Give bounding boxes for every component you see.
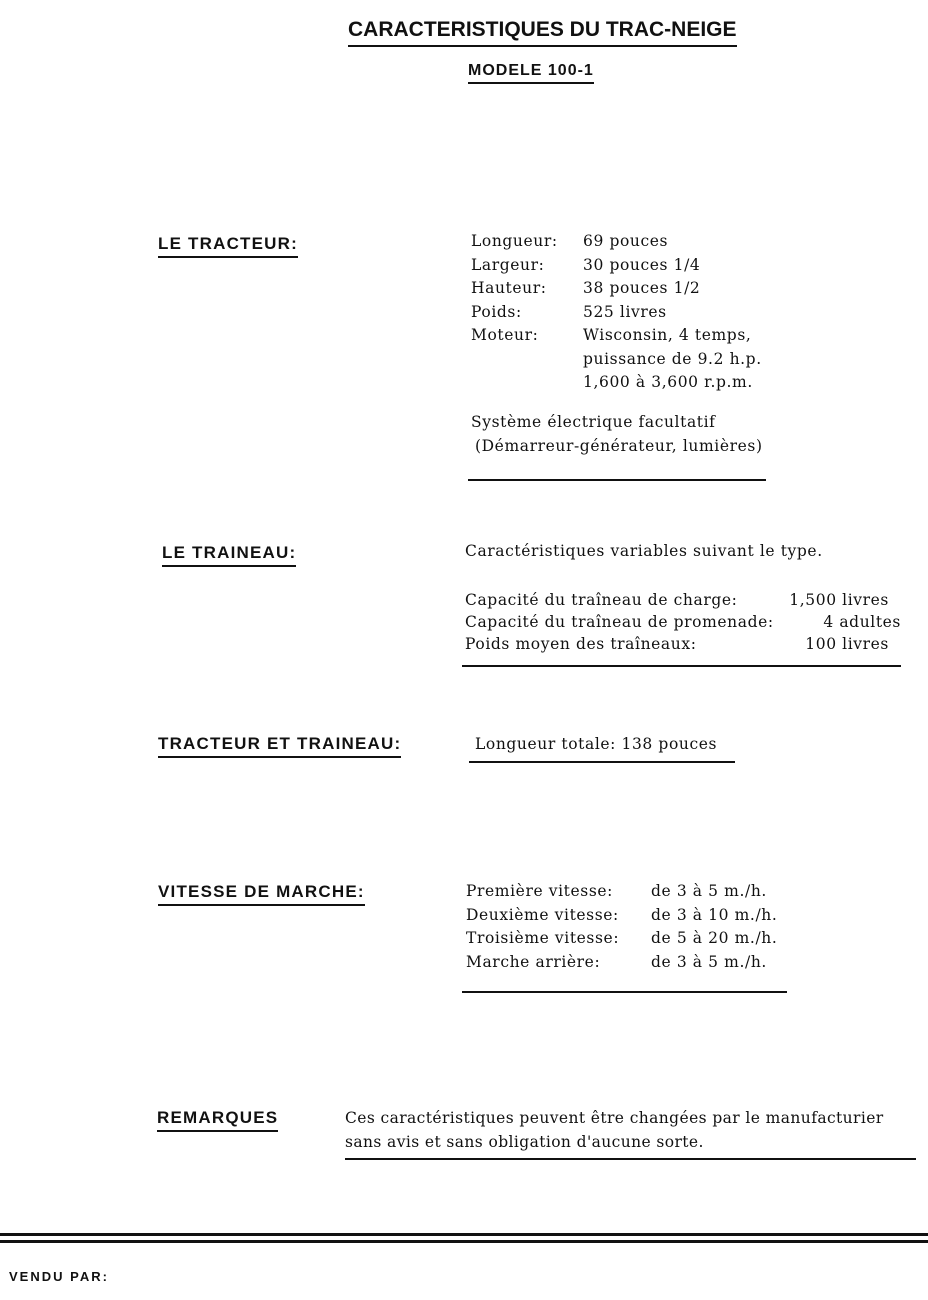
spec-value: 38 pouces 1/2 bbox=[583, 279, 701, 297]
spec-value: de 3 à 10 m./h. bbox=[651, 905, 778, 924]
footer-double-rule-top bbox=[0, 1233, 928, 1236]
document-title: CARACTERISTIQUES DU TRAC-NEIGE bbox=[348, 18, 737, 47]
spec-value: 1,500 livres bbox=[789, 591, 889, 609]
spec-value: de 5 à 20 m./h. bbox=[651, 929, 778, 947]
spec-row bbox=[466, 904, 777, 928]
spec-row bbox=[471, 230, 762, 254]
ensemble-total-length: Longueur totale: 138 pouces bbox=[475, 735, 718, 753]
spec-row bbox=[471, 324, 762, 348]
spec-label: Largeur: bbox=[471, 255, 545, 274]
spec-row bbox=[471, 254, 762, 278]
spec-label: Première vitesse: bbox=[466, 882, 613, 900]
spec-label: Marche arrière: bbox=[466, 952, 601, 971]
spec-label: Deuxième vitesse: bbox=[466, 905, 619, 924]
spec-row bbox=[466, 927, 777, 951]
traineau-intro: Caractéristiques variables suivant le type. bbox=[465, 542, 823, 560]
section-heading-tracteur: LE TRACTEUR: bbox=[158, 234, 298, 258]
spec-label: Troisième vitesse: bbox=[466, 929, 620, 947]
spec-row bbox=[466, 951, 777, 975]
spec-row bbox=[466, 880, 777, 904]
spec-value: puissance de 9.2 h.p. bbox=[583, 349, 762, 368]
spec-value: 4 adultes bbox=[823, 613, 901, 631]
section-heading-vitesse: VITESSE DE MARCHE: bbox=[158, 882, 365, 906]
spec-row bbox=[471, 348, 762, 372]
spec-value: de 3 à 5 m./h. bbox=[651, 952, 767, 971]
spec-label: Moteur: bbox=[471, 326, 539, 344]
spec-label: Longueur: bbox=[471, 232, 558, 250]
remarques-text: Ces caractéristiques peuvent être changées par le manufacturier sans avis et sans obligation d'aucune sorte. bbox=[345, 1109, 884, 1151]
spec-label: Capacité du traîneau de charge: bbox=[465, 591, 738, 609]
spec-row bbox=[471, 301, 762, 325]
spec-row bbox=[471, 277, 762, 301]
spec-value: 1,600 à 3,600 r.p.m. bbox=[583, 373, 753, 391]
traineau-specs bbox=[465, 589, 901, 655]
spec-label: Poids: bbox=[471, 302, 522, 321]
section-heading-remarques: REMARQUES bbox=[157, 1108, 278, 1132]
model-subtitle: MODELE 100-1 bbox=[468, 62, 594, 84]
spec-row bbox=[465, 589, 901, 611]
tracteur-electrical-note: Système électrique facultatif (Démarreur-générateur, lumières) bbox=[471, 413, 763, 455]
spec-value: Wisconsin, 4 temps, bbox=[583, 326, 752, 344]
spec-value: 525 livres bbox=[583, 302, 667, 321]
divider bbox=[345, 1158, 916, 1160]
divider bbox=[468, 479, 766, 481]
spec-row bbox=[465, 633, 901, 655]
divider bbox=[462, 665, 901, 667]
spec-label: Capacité du traîneau de promenade: bbox=[465, 613, 774, 631]
divider bbox=[462, 991, 787, 993]
section-heading-ensemble: TRACTEUR ET TRAINEAU: bbox=[158, 734, 401, 758]
section-heading-traineau: LE TRAINEAU: bbox=[162, 543, 296, 567]
vendu-par-label: VENDU PAR: bbox=[9, 1269, 109, 1284]
spec-value: de 3 à 5 m./h. bbox=[651, 882, 767, 900]
tracteur-specs bbox=[471, 230, 762, 395]
spec-row bbox=[465, 611, 901, 633]
spec-label: Hauteur: bbox=[471, 279, 547, 297]
spec-value: 69 pouces bbox=[583, 232, 669, 250]
spec-row bbox=[471, 371, 762, 395]
vitesse-specs bbox=[466, 880, 777, 974]
spec-value: 30 pouces 1/4 bbox=[583, 255, 701, 274]
footer-double-rule-bottom bbox=[0, 1240, 928, 1243]
spec-label: Poids moyen des traîneaux: bbox=[465, 635, 697, 653]
divider bbox=[469, 761, 735, 763]
spec-value: 100 livres bbox=[805, 635, 889, 653]
